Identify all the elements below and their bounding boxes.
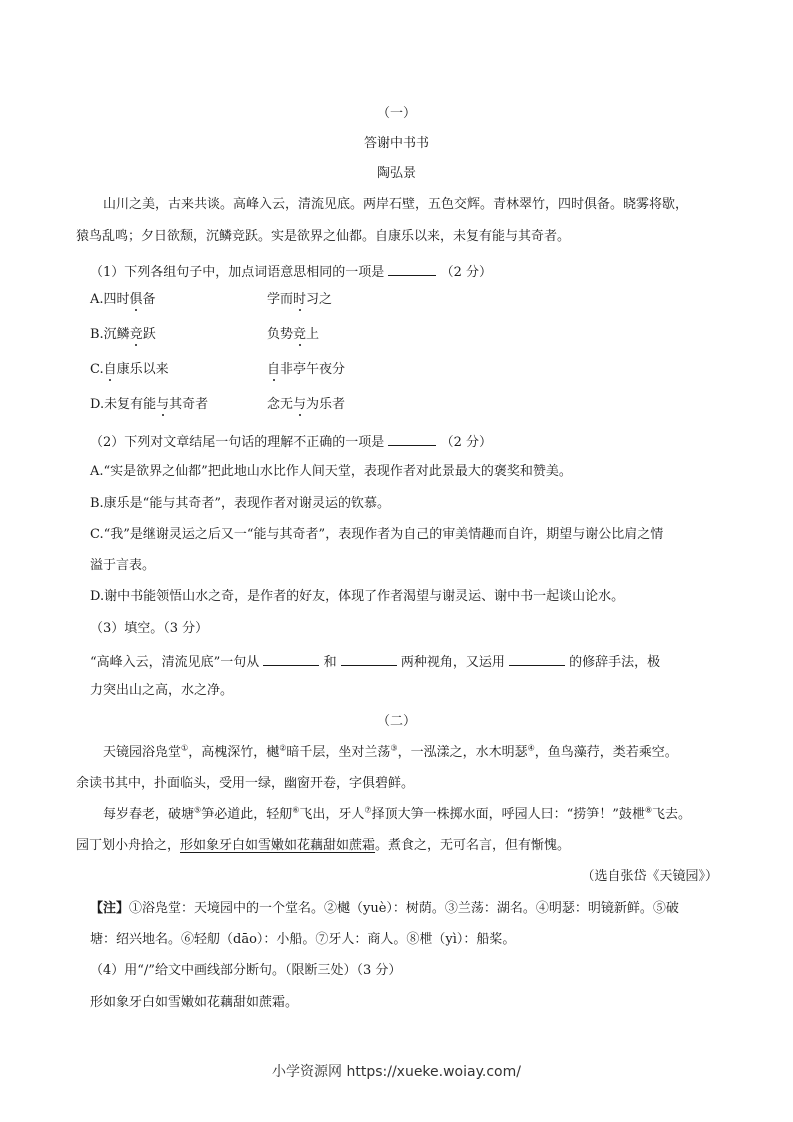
option-compare: 负势竞上 [267, 327, 320, 342]
option-text: 其奇者 [169, 397, 209, 412]
dotted-word: 竞 [293, 327, 307, 342]
answer-blank[interactable] [341, 651, 397, 666]
dotted-word: 竞 [129, 327, 143, 342]
fill-text: 两种视角，又运用 [400, 655, 505, 670]
dotted-word: 时 [293, 292, 307, 307]
question-stem: （1）下列各组句子中，加点词语意思相同的一项是 [90, 265, 385, 280]
dotted-word: 俱 [129, 292, 143, 307]
underlined-sentence: 形如象牙白如雪嫩如花藕甜如蔗霜 [180, 838, 376, 853]
question-3-fill [90, 651, 660, 672]
question-stem: （2）下列对文章结尾一句话的理解不正确的一项是 [90, 435, 385, 450]
footnote-marker: ④ [527, 743, 535, 753]
footnote-marker: ⑥ [292, 805, 300, 815]
option-text: 康乐以来 [116, 362, 169, 377]
note-label: 【注】 [90, 901, 130, 916]
option-c-cont: 溢于言表。 [90, 558, 156, 573]
option-a: A.“实是欲界之仙都”把此地山水比作人间天堂，表现作者对此景最大的褒奖和赞美。 [90, 464, 572, 479]
option-text: C. [90, 362, 104, 377]
source-citation: （选自张岱《天镜园》） [581, 869, 718, 884]
answer-blank[interactable] [263, 651, 319, 666]
option-compare: 学而时习之 [267, 292, 333, 307]
option-compare: 自非亭午夜分 [267, 362, 346, 377]
option-text: D.未复有能 [90, 397, 157, 412]
question-2 [90, 431, 492, 452]
passage-line: 每岁春老，破塘⑤笋必道此，轻舠⑥飞出，牙人⑦择顶大笋一株掷水面，呼园人曰：“捞笋！”鼓枻⑧飞去。 [103, 805, 692, 822]
fill-text: 和 [323, 655, 337, 670]
option-b: B.康乐是“能与其奇者”，表现作者对谢灵运的钦慕。 [90, 496, 390, 511]
answer-blank[interactable] [388, 261, 436, 276]
dotted-word: 与 [156, 397, 170, 412]
option-text: B.沉鳞 [90, 327, 130, 342]
passage-line: 天镜园浴凫堂①，高槐深竹，樾②暗千层，坐对兰荡③，一泓漾之，水木明瑟④，鱼鸟藻荇，类若乘空。 [103, 743, 678, 760]
footnote-marker: ⑤ [194, 805, 202, 815]
footnote-marker: ⑧ [644, 805, 653, 815]
annotation-note [90, 900, 679, 918]
option-row [90, 326, 510, 344]
option-row [90, 396, 510, 414]
passage-line: 猿鸟乱鸣；夕日欲颓，沉鳞竞跃。实是欲界之仙都。自康乐以来，未复有能与其奇者。 [76, 229, 571, 244]
question-4-sentence: 形如象牙白如雪嫩如花藕甜如蔗霜。 [90, 995, 299, 1010]
fill-text: “高峰入云，清流见底”一句从 [90, 655, 260, 670]
passage-line: 园丁划小舟拾之，形如象牙白如雪嫩如花藕甜如蔗霜。煮食之，无可名言，但有惭愧。 [76, 838, 571, 853]
section-number: （二） [376, 714, 416, 729]
dotted-word: 自 [103, 362, 117, 377]
option-text: 备 [142, 292, 156, 307]
footer-watermark: 小学资源网 https://xueke.woiay.com/ [272, 1064, 521, 1080]
option-row [90, 361, 510, 379]
passage-line: 山川之美，古来共谈。高峰入云，清流见底。两岸石壁，五色交辉。青林翠竹，四时俱备。晓雾将歇， [103, 197, 689, 212]
fill-text: 的修辞手法，极 [569, 655, 661, 670]
footnote-marker: ⑦ [364, 805, 372, 815]
question-3: （3）填空。（3 分） [90, 621, 209, 636]
footnote-marker: ③ [390, 743, 398, 753]
answer-blank[interactable] [509, 651, 565, 666]
footnote-marker: ① [181, 743, 189, 753]
dotted-word: 自 [267, 362, 281, 377]
question-3-fill-cont: 力突出山之高，水之净。 [90, 683, 234, 698]
option-c: C.“我”是继谢灵运之后又一“能与其奇者”，表现作者为自己的审美情趣而自许，期望与谢公比肩之情 [90, 527, 664, 542]
option-d: D.谢中书能领悟山水之奇，是作者的好友，体现了作者渴望与谢灵运、谢中书一起谈山论水。 [90, 589, 625, 604]
option-row [90, 291, 510, 309]
annotation-note-cont: 塘：绍兴地名。⑥轻舠（dāo）：小船。⑦牙人：商人。⑧枻（yì）：船桨。 [90, 932, 516, 947]
answer-blank[interactable] [388, 431, 436, 446]
author-name: 陶弘景 [376, 166, 416, 181]
footnote-marker: ② [279, 743, 287, 753]
note-text: ①浴凫堂：天境园中的一个堂名。②樾（yuè）：树荫。③兰荡：湖名。④明瑟：明镜新鲜。⑤破 [129, 901, 679, 916]
question-score: （2 分） [440, 265, 492, 280]
dotted-word: 与 [293, 397, 307, 412]
question-score: （2 分） [440, 435, 492, 450]
section-number: （一） [376, 106, 416, 121]
option-text: 跃 [142, 327, 156, 342]
poem-title: 答谢中书书 [363, 136, 429, 151]
question-1 [90, 261, 492, 282]
option-compare: 念无与为乐者 [267, 397, 346, 412]
option-text: A.四时 [90, 292, 130, 307]
question-4: （4）用“/”给文中画线部分断句。（限断三处）（3 分） [90, 963, 402, 978]
passage-line: 余读书其中，扑面临头，受用一绿，幽窗开卷，字俱碧鲜。 [76, 776, 415, 791]
